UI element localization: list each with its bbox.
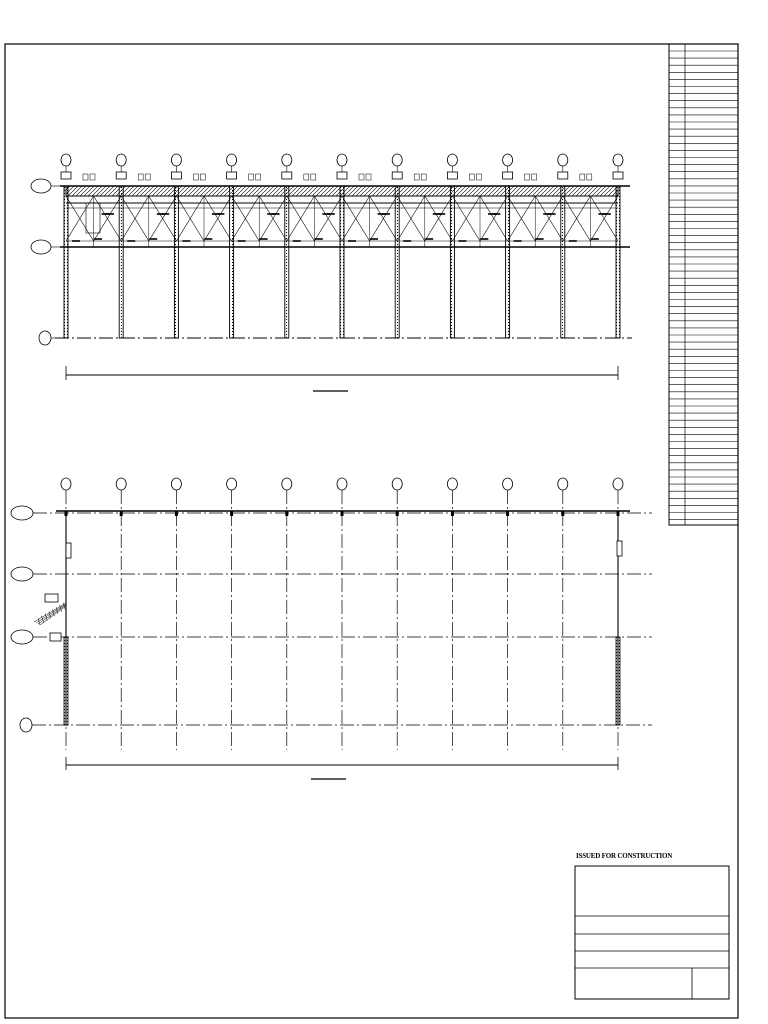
bay-note-mark <box>587 174 592 180</box>
column <box>616 186 620 338</box>
grid-bubble <box>447 478 457 490</box>
grid-bubble <box>227 478 237 490</box>
column-tag <box>503 172 513 179</box>
grid-bubble <box>558 478 568 490</box>
grid-bubble <box>282 478 292 490</box>
end-bay-panel <box>86 203 100 233</box>
column <box>450 186 454 338</box>
grid-bubble <box>227 154 237 166</box>
title-block <box>575 866 729 999</box>
column-tag <box>116 172 126 179</box>
column <box>174 186 178 338</box>
bay-note-mark <box>138 174 143 180</box>
bay-note-mark <box>359 174 364 180</box>
grid-bubble-row <box>11 506 33 520</box>
grid-bubble-row <box>11 567 33 581</box>
wall-panel-left <box>64 637 68 725</box>
grid-bubble <box>282 154 292 166</box>
bay-note-mark <box>304 174 309 180</box>
bay-note-mark <box>532 174 537 180</box>
stair-stringer <box>40 606 66 625</box>
grid-bubble <box>337 478 347 490</box>
bay-note-mark <box>414 174 419 180</box>
grid-bubble <box>116 478 126 490</box>
column-tag <box>392 172 402 179</box>
column-tag <box>337 172 347 179</box>
stair-stringer <box>36 604 66 623</box>
grid-bubble <box>613 478 623 490</box>
wall-panel-right <box>616 637 620 725</box>
column <box>285 186 289 338</box>
issued-for-construction-stamp: ISSUED FOR CONSTRUCTION <box>576 852 673 860</box>
grid-bubble <box>447 154 457 166</box>
column <box>506 186 510 338</box>
bay-note-mark <box>200 174 205 180</box>
revision-table-frame <box>669 44 738 525</box>
grid-bubble <box>503 154 513 166</box>
bay-note-mark <box>90 174 95 180</box>
bay-note-mark <box>476 174 481 180</box>
bay-note-mark <box>249 174 254 180</box>
bay-note-mark <box>83 174 88 180</box>
column <box>340 186 344 338</box>
bay-note-mark <box>145 174 150 180</box>
grid-bubble <box>392 154 402 166</box>
door-mark-left <box>66 543 71 558</box>
grid-bubble <box>558 154 568 166</box>
grid-bubble <box>116 154 126 166</box>
door-mark-right <box>617 541 622 556</box>
grid-bubble <box>171 478 181 490</box>
column-tag <box>61 172 71 179</box>
level-bubble-base <box>39 331 51 345</box>
side-elevation <box>31 154 632 391</box>
stair-stringer <box>38 605 66 624</box>
grid-bubble-row <box>11 630 33 644</box>
column-tag <box>171 172 181 179</box>
column-tag <box>282 172 292 179</box>
grid-bubble <box>61 478 71 490</box>
bay-note-mark <box>256 174 261 180</box>
stair-stringer <box>34 603 66 622</box>
bay-note-mark <box>525 174 530 180</box>
column-tag <box>558 172 568 179</box>
column-tag <box>447 172 457 179</box>
floor-plan <box>11 478 652 779</box>
stair-tag <box>50 633 61 641</box>
grid-bubble <box>61 154 71 166</box>
column <box>119 186 123 338</box>
column-tag <box>227 172 237 179</box>
bay-note-mark <box>421 174 426 180</box>
column <box>64 186 68 338</box>
revision-table <box>669 44 738 525</box>
bay-note-mark <box>193 174 198 180</box>
bay-note-mark <box>580 174 585 180</box>
column <box>561 186 565 338</box>
grid-bubble <box>392 478 402 490</box>
grid-bubble <box>171 154 181 166</box>
column <box>230 186 234 338</box>
column <box>395 186 399 338</box>
level-bubble-roof <box>31 179 51 193</box>
bay-note-mark <box>311 174 316 180</box>
bay-note-mark <box>469 174 474 180</box>
level-bubble-eave <box>31 240 51 254</box>
stair-tag <box>45 594 58 602</box>
bay-note-mark <box>366 174 371 180</box>
grid-bubble <box>613 154 623 166</box>
grid-bubble <box>337 154 347 166</box>
grid-bubble <box>503 478 513 490</box>
column-tag <box>613 172 623 179</box>
grid-bubble-row <box>20 718 32 732</box>
